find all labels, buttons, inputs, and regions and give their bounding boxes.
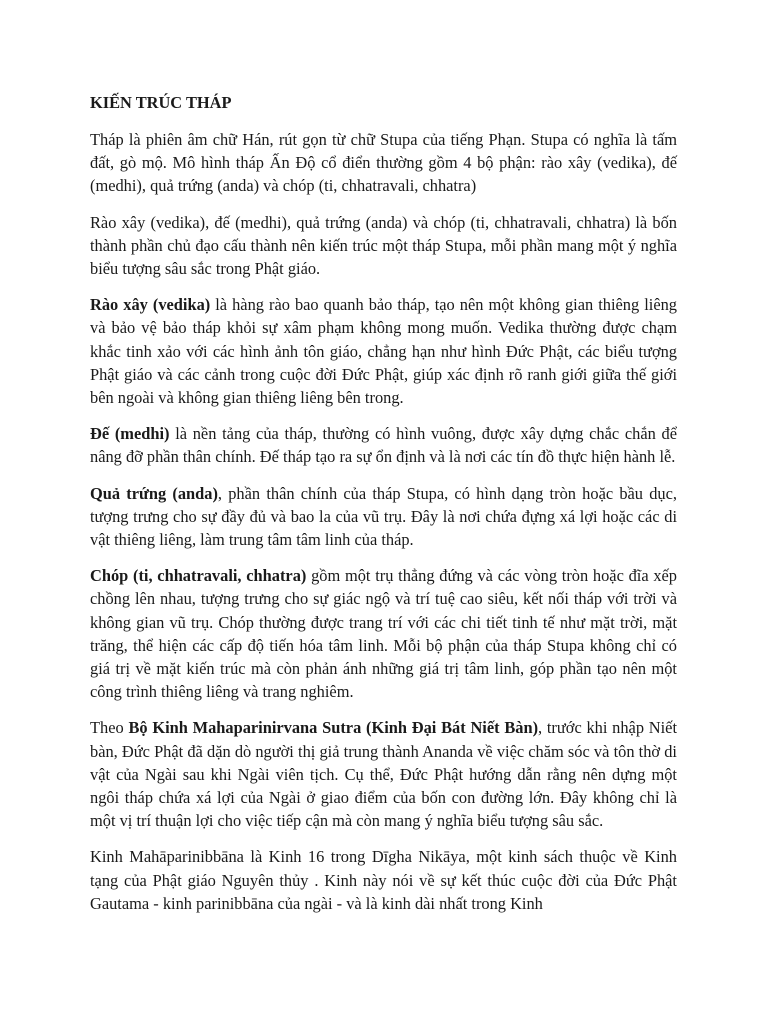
paragraph-vedika-text: là hàng rào bao quanh bảo tháp, tạo nên một không gian thiêng liêng và bảo vệ bảo tháp khỏi sự xâm phạm không mong muốn. Vedika thường được chạm khắc tinh xảo với các hình ảnh tôn giáo, chẳng hạn như hình Đức Phật, các biểu tượng Phật giáo và các cảnh trong cuộc đời Đức Phật, giúp xác định rõ ranh giới giữa thế giới bên ngoài và không gian thiêng liêng bên trong. bbox=[90, 295, 677, 408]
document-page bbox=[90, 91, 677, 928]
paragraph-chhatra bbox=[90, 564, 677, 703]
paragraph-anda bbox=[90, 482, 677, 552]
term-mahaparinirvana-sutra: Bộ Kinh Mahaparinirvana Sutra (Kinh Đại Bát Niết Bàn) bbox=[128, 718, 539, 738]
paragraph-vedika bbox=[90, 293, 677, 409]
term-anda: Quả trứng (anda) bbox=[90, 483, 218, 503]
paragraph-mahaparinirvana bbox=[90, 716, 677, 832]
paragraph-medhi bbox=[90, 422, 677, 468]
document-title: KIẾN TRÚC THÁP bbox=[90, 93, 232, 112]
paragraph-intro: Tháp là phiên âm chữ Hán, rút gọn từ chữ Stupa của tiếng Phạn. Stupa có nghĩa là tấm đất, gò mộ. Mô hình tháp Ấn Độ cổ điển thường gồm 4 bộ phận: rào xây (vedika), đế (medhi), quả trứng (anda) và chóp (ti, chhatravali, chhatra) bbox=[90, 130, 677, 196]
paragraph-medhi-text: là nền tảng của tháp, thường có hình vuông, được xây dựng chắc chắn để nâng đỡ phần thân chính. Đế tháp tạo ra sự ổn định và là nơi các tín đồ thực hiện hành lễ. bbox=[90, 424, 677, 467]
paragraph-anda-text: , phần thân chính của tháp Stupa, có hình dạng tròn hoặc bầu dục, tượng trưng cho sự đầy đủ và bao la của vũ trụ. Đây là nơi chứa đựng xá lợi hoặc các di vật thiêng liêng, làm trung tâm tâm linh của tháp. bbox=[90, 483, 677, 550]
paragraph-mahaparinibbana: Kinh Mahāparinibbāna là Kinh 16 trong Dīgha Nikāya, một kinh sách thuộc về Kinh tạng của Phật giáo Nguyên thủy . Kinh này nói về sự kết thúc cuộc đời của Đức Phật Gautama - kinh parinibbāna của ngài - và là kinh dài nhất trong Kinh bbox=[90, 847, 677, 913]
paragraph-components-summary: Rào xây (vedika), đế (medhi), quả trứng (anda) và chóp (ti, chhatravali, chhatra) là bốn thành phần chủ đạo cấu thành nên kiến trúc một tháp Stupa, mỗi phần mang một ý nghĩa biểu tượng sâu sắc trong Phật giáo. bbox=[90, 212, 677, 279]
term-medhi: Đế (medhi) bbox=[90, 424, 170, 444]
paragraph-mahaparinirvana-lead: Theo bbox=[90, 718, 129, 738]
term-chhatra: Chóp (ti, chhatravali, chhatra) bbox=[90, 566, 307, 586]
paragraph-chhatra-text: gồm một trụ thẳng đứng và các vòng tròn hoặc đĩa xếp chồng lên nhau, tượng trưng cho sự giác ngộ và trí tuệ cao siêu, kết nối tháp với trời và không gian vũ trụ. Chóp thường được trang trí với các chi tiết tinh tế như mặt trời, mặt trăng, thể hiện các cấp độ tiến hóa tâm linh. Mỗi bộ phận của tháp Stupa không chỉ có giá trị về mặt kiến trúc mà còn phản ánh những giá trị tâm linh, góp phần tạo nên một công trình thiêng liêng và trang nghiêm. bbox=[90, 566, 677, 702]
paragraph-mahaparinirvana-text: , trước khi nhập Niết bàn, Đức Phật đã dặn dò người thị giả trung thành Ananda về việc chăm sóc và tôn thờ di vật của Ngài sau khi Ngài viên tịch. Cụ thể, Đức Phật hướng dẫn rằng nên dựng một ngôi tháp chứa xá lợi của Ngài ở giao điểm của bốn con đường lớn. Đây không chỉ là một vị trí thuận lợi cho việc tiếp cận mà còn mang ý nghĩa biểu tượng sâu sắc. bbox=[90, 718, 677, 831]
term-vedika: Rào xây (vedika) bbox=[90, 295, 211, 315]
